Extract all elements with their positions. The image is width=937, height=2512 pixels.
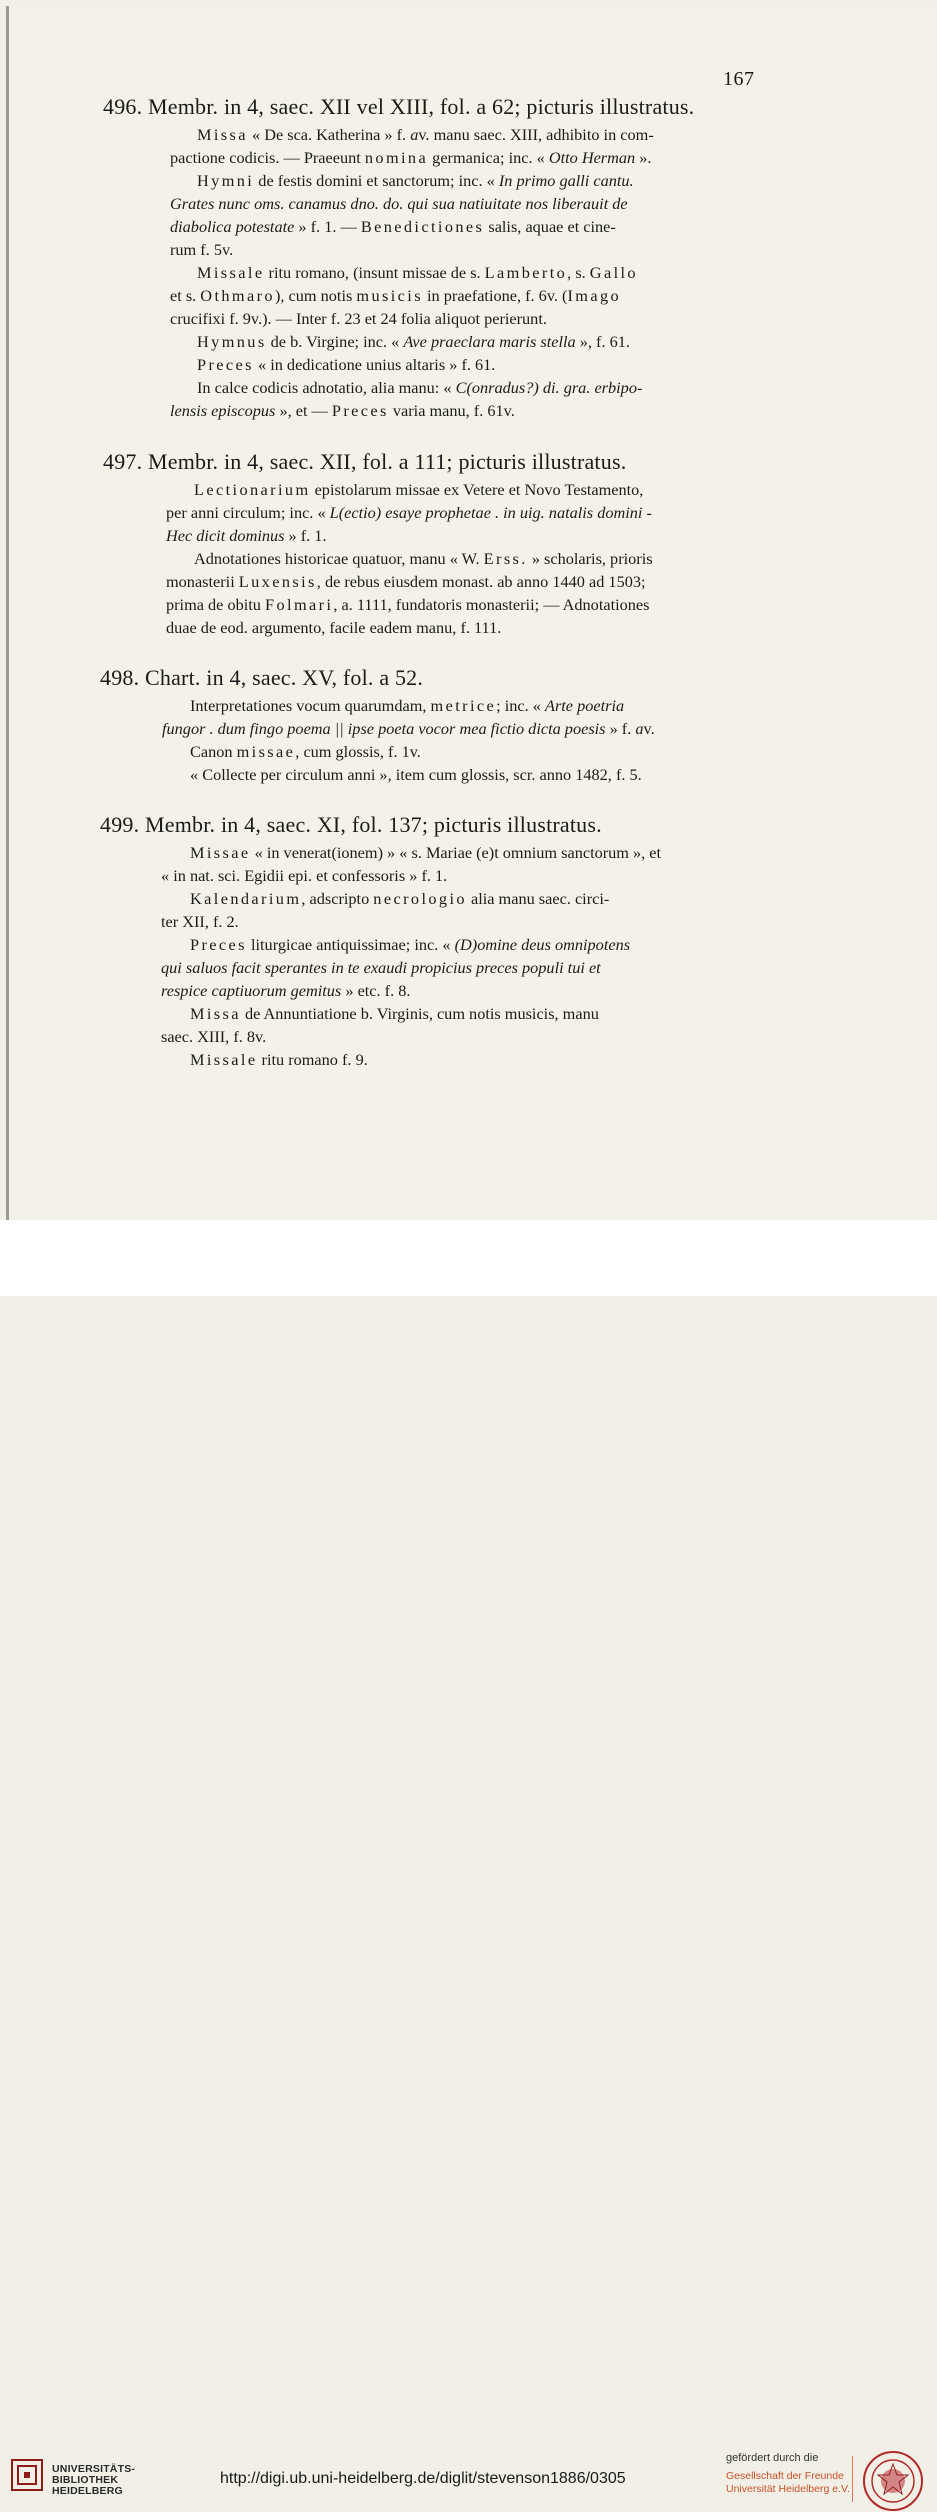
entry-text-line	[161, 911, 239, 933]
entry-text-line	[197, 170, 634, 192]
entry-text-line	[161, 957, 601, 979]
entry-text-line	[170, 216, 616, 238]
text-run: germanica; inc. «	[428, 148, 549, 167]
italic-text: In primo galli cantu.	[498, 171, 634, 190]
text-run: » f. 1.	[284, 526, 327, 545]
text-run: v. manu saec. XIII, adhibito in com-	[418, 125, 654, 144]
italic-text: fungor . dum fingo poema || ipse poeta vocor mea fictio dicta poesis	[162, 719, 606, 738]
spaced-text: Gallo	[589, 263, 638, 282]
entry-text-line	[190, 741, 421, 763]
entry-heading: 498. Chart. in 4, saec. XV, fol. a 52.	[100, 665, 424, 690]
text-run: » f. 1. —	[294, 217, 361, 236]
text-run: Canon	[190, 742, 237, 761]
text-run: ; inc. «	[496, 696, 545, 715]
text-run: de festis domini et sanctorum; inc. «	[254, 171, 499, 190]
text-run: , a. 1111, fundatoris monasterii; — Adnotationes	[333, 595, 650, 614]
spaced-text: Missae	[190, 843, 251, 862]
text-run: « De sca. Katherina » f.	[247, 125, 411, 144]
text-run: pactione codicis. — Praeeunt	[170, 148, 365, 167]
library-name	[52, 2464, 135, 2497]
spaced-text: Preces	[197, 355, 254, 374]
text-run: » f.	[605, 719, 636, 738]
text-run: ), cum notis	[274, 286, 357, 305]
spaced-text: Lamberto	[484, 263, 568, 282]
spaced-text: necrologio	[373, 889, 467, 908]
spaced-text: Kalendarium	[190, 889, 302, 908]
spaced-text: Luxensis	[238, 572, 317, 591]
text-run: ritu romano, (insunt missae de s.	[264, 263, 485, 282]
text-run: crucifixi f. 9v.). — Inter f. 23 et 24 folia aliquot perierunt.	[170, 309, 547, 328]
italic-text: diabolica potestate	[170, 217, 295, 236]
entry-heading: 499. Membr. in 4, saec. XI, fol. 137; picturis illustratus.	[100, 812, 602, 837]
entry-text-line	[162, 718, 655, 740]
page-number: 167	[723, 68, 755, 90]
text-run: duae de eod. argumento, facile eadem manu, f. 111.	[166, 618, 502, 637]
spaced-text: Missale	[190, 1050, 258, 1069]
text-run: « in nat. sci. Egidii epi. et confessoris » f. 1.	[161, 866, 448, 885]
text-run: epistolarum missae ex Vetere et Novo Testamento,	[310, 480, 644, 499]
entry-text-line	[190, 1049, 368, 1071]
entry-text-line	[166, 617, 501, 639]
entry-text-line	[166, 571, 646, 593]
entry-text-line	[190, 934, 630, 956]
entry-text-line	[170, 147, 651, 169]
entry-text-line	[161, 980, 410, 1002]
entry-text-line	[197, 262, 638, 284]
text-run: rum f. 5v.	[170, 240, 234, 259]
footer-divider	[852, 2456, 853, 2502]
entry-text-line	[197, 124, 654, 146]
spaced-text: Missa	[197, 125, 248, 144]
text-run: saec. XIII, f. 8v.	[161, 1027, 267, 1046]
entry-text-line	[190, 842, 661, 864]
text-run: et s.	[170, 286, 201, 305]
text-run: , s.	[567, 263, 590, 282]
entry-heading: 497. Membr. in 4, saec. XII, fol. a 111; picturis illustratus.	[103, 449, 627, 474]
entry-text-line	[170, 285, 621, 307]
source-url-link[interactable]: http://digi.ub.uni-heidelberg.de/diglit/stevenson1886/0305	[220, 2470, 626, 2487]
entry-text-line	[197, 354, 495, 376]
entry-text-line	[166, 525, 327, 547]
spaced-text: Folmari	[265, 595, 334, 614]
entry-text-line	[161, 865, 447, 887]
spaced-text: Preces	[190, 935, 247, 954]
text-run: « Collecte per circulum anni », item cum glossis, scr. anno 1482, f. 5.	[190, 765, 642, 784]
entry-text-line	[190, 764, 642, 786]
sponsor-label: gefördert durch die	[726, 2452, 819, 2464]
entry-text-line	[190, 888, 609, 910]
italic-text: qui saluos facit sperantes in te exaudi propicius preces populi tui et	[161, 958, 601, 977]
library-logo-icon	[10, 2458, 44, 2492]
university-seal-icon	[862, 2450, 924, 2512]
italic-text: Hec dicit dominus	[166, 526, 285, 545]
text-run: « in dedicatione unius altaris » f. 61.	[253, 355, 496, 374]
entry-text-line	[170, 193, 628, 215]
spaced-text: Erss.	[483, 549, 528, 568]
entry-text-line	[194, 479, 643, 501]
library-name-line1: UNIVERSITÄTS-	[52, 2463, 136, 2475]
entry-text-line	[170, 308, 547, 330]
spaced-text: Othmaro	[200, 286, 275, 305]
entry-text-line	[170, 239, 233, 261]
text-run: » scholaris, prioris	[527, 549, 653, 568]
spaced-text: nomina	[364, 148, 429, 167]
text-run: », f. 61.	[575, 332, 630, 351]
text-run: , de rebus eiusdem monast. ab anno 1440 ad 1503;	[316, 572, 646, 591]
spaced-text: metrice	[430, 696, 497, 715]
text-run: ritu romano f. 9.	[257, 1050, 368, 1069]
italic-text: respice captiuorum gemitus	[161, 981, 342, 1000]
entry-text-line	[194, 548, 653, 570]
spaced-text: Benedictiones	[360, 217, 485, 236]
text-run: de b. Virgine; inc. «	[266, 332, 404, 351]
sponsor-name	[726, 2470, 850, 2496]
text-run: de Annuntiatione b. Virginis, cum notis musicis, manu	[240, 1004, 599, 1023]
entry-text-line	[161, 1026, 266, 1048]
text-run: » etc. f. 8.	[341, 981, 411, 1000]
entry-text-line	[190, 695, 624, 717]
entry-heading: 496. Membr. in 4, saec. XII vel XIII, fol. a 62; picturis illustratus.	[103, 94, 695, 119]
sponsor-name-line2: Universität Heidelberg e.V.	[726, 2483, 850, 2495]
entry-text-line	[197, 377, 642, 399]
italic-text: L(ectio) esaye prophetae . in uig. natalis domini -	[329, 503, 652, 522]
spaced-text: Missa	[190, 1004, 241, 1023]
text-run: », et —	[275, 401, 332, 420]
text-run: prima de obitu	[166, 595, 266, 614]
entry-text-line	[170, 400, 515, 422]
text-run: , adscripto	[301, 889, 374, 908]
text-run: , cum glossis, f. 1v.	[295, 742, 421, 761]
text-run: « in venerat(ionem) » « s. Mariae (e)t omnium sanctorum », et	[250, 843, 662, 862]
italic-text: Otto Herman	[548, 148, 636, 167]
sponsor-name-line1: Gesellschaft der Freunde	[726, 2470, 844, 2482]
italic-text: (D)omine deus omnipotens	[454, 935, 631, 954]
text-run: salis, aquae et cine-	[484, 217, 616, 236]
spaced-text: Missale	[197, 263, 265, 282]
text-run: Adnotationes historicae quatuor, manu « W.	[194, 549, 484, 568]
entry-text-line	[197, 331, 630, 353]
text-run: varia manu, f. 61v.	[388, 401, 515, 420]
library-name-line3: HEIDELBERG	[52, 2485, 123, 2497]
text-run: In calce codicis adnotatio, alia manu: «	[197, 378, 456, 397]
entry-text-line	[190, 1003, 599, 1025]
spaced-text: missae	[236, 742, 296, 761]
spaced-text: Hymni	[197, 171, 255, 190]
spaced-text: Lectionarium	[194, 480, 311, 499]
library-name-line2: BIBLIOTHEK	[52, 2474, 119, 2486]
italic-text: Grates nunc oms. canamus dno. do. qui sua natiuitate nos liberauit de	[170, 194, 628, 213]
spaced-text: Preces	[331, 401, 389, 420]
italic-text: Arte poetria	[545, 696, 625, 715]
italic-text: Ave praeclara maris stella	[403, 332, 576, 351]
text-run: per anni circulum; inc. «	[166, 503, 330, 522]
spaced-text: musicis	[356, 286, 423, 305]
spaced-text: Imago	[567, 286, 622, 305]
italic-text: lensis episcopus	[170, 401, 276, 420]
italic-text: a	[635, 719, 644, 738]
text-run: ».	[635, 148, 652, 167]
text-run: Interpretationes vocum quarumdam,	[190, 696, 431, 715]
italic-text: C(onradus?) di. gra. erbipo-	[455, 378, 643, 397]
text-run: ter XII, f. 2.	[161, 912, 239, 931]
text-run: liturgicae antiquissimae; inc. «	[246, 935, 455, 954]
footer-bar	[0, 1220, 937, 2497]
entry-text-line	[166, 502, 652, 524]
entry-text-line	[166, 594, 649, 616]
text-run: alia manu saec. circi-	[466, 889, 610, 908]
spaced-text: Hymnus	[197, 332, 267, 351]
italic-text: a	[410, 125, 419, 144]
text-run: monasterii	[166, 572, 239, 591]
text-run: in praefatione, f. 6v. (	[422, 286, 568, 305]
text-run: v.	[643, 719, 655, 738]
